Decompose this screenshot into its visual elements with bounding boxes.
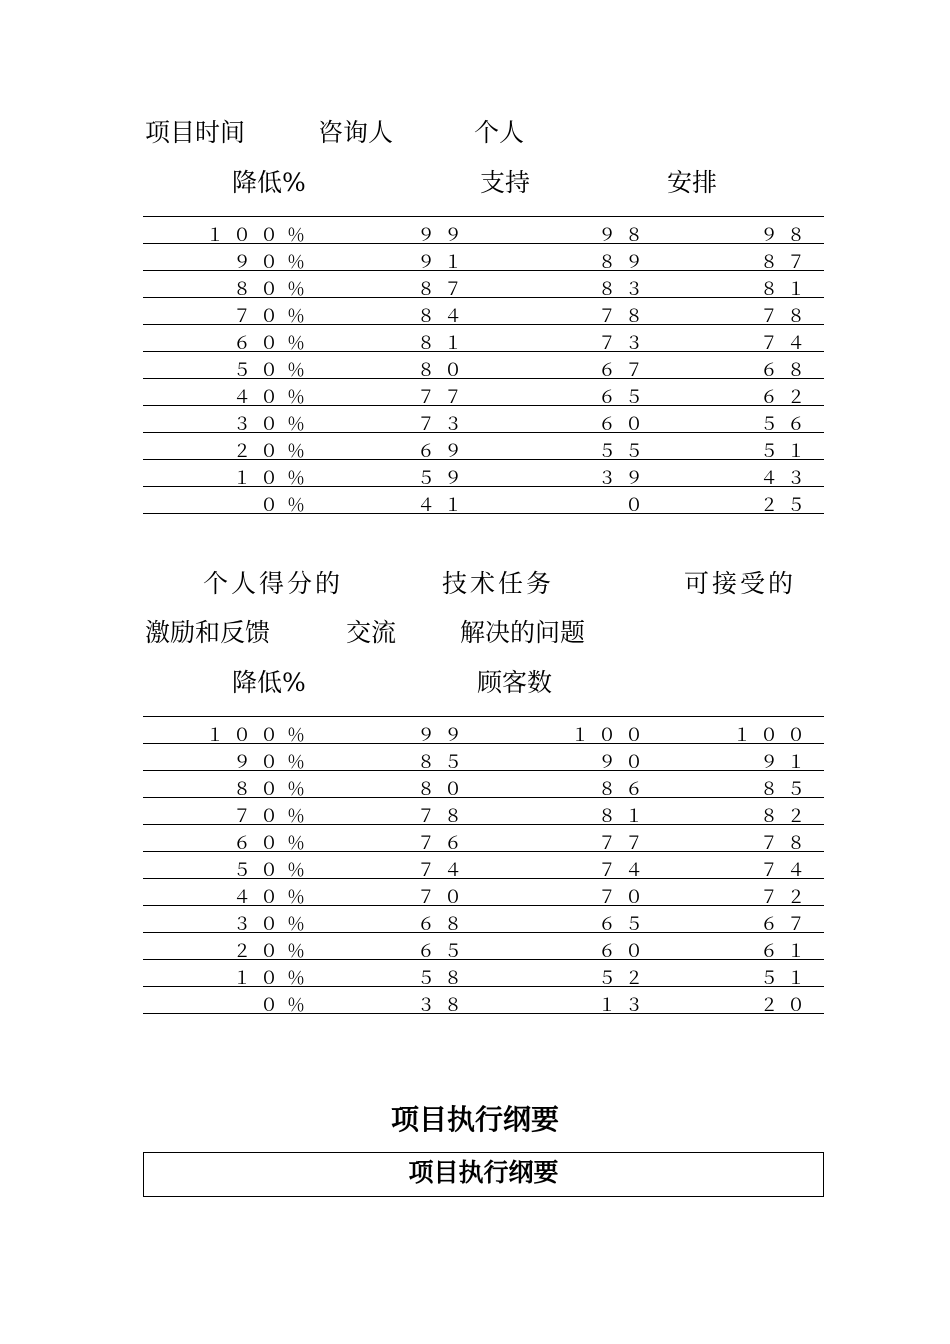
table-cell: ６７ [598,360,652,381]
table-cell: ７８ [417,806,471,827]
table-cell: ７８ [760,306,814,327]
table-cell: ０％ [260,495,314,516]
table-cell: ７０ [598,887,652,908]
table-row [143,325,824,352]
table-cell: ７４ [760,860,814,881]
t1-header-project-time: 项目时间 [145,118,246,147]
table-cell: ６０ [598,941,652,962]
t1-header-arrangement: 安排 [667,168,718,197]
table-row [143,987,824,1014]
outline-box [143,1152,824,1197]
table-cell: １００ [733,725,814,746]
table-row [143,379,824,406]
t2-header-incentive-feedback: 激励和反馈 [145,618,271,647]
table-cell: ９９ [417,725,471,746]
table-cell: ８５ [760,779,814,800]
table-cell: １００％ [206,225,314,246]
table-cell: ９０％ [233,252,314,273]
table-row [143,217,824,244]
table-cell: ２５ [760,495,814,516]
table-row [143,352,824,379]
table-cell: ９１ [760,752,814,773]
table-row [143,298,824,325]
table-cell: ７０ [417,887,471,908]
table-row [143,717,824,744]
table-row [143,460,824,487]
table-cell: ５０％ [233,860,314,881]
t2-header-communication: 交流 [346,618,397,647]
table-cell: ３８ [417,995,471,1016]
table-cell: ６５ [598,387,652,408]
table-cell: ９１ [417,252,471,273]
box-title: 项目执行纲要 [408,1158,559,1187]
table-cell: ６８ [760,360,814,381]
table-cell: ９８ [598,225,652,246]
table-cell: ０ [625,495,652,516]
table-cell: ８６ [598,779,652,800]
table-cell: ５１ [760,441,814,462]
table-row [143,744,824,771]
table-cell: ３０％ [233,414,314,435]
table-cell: ８７ [417,279,471,300]
table-cell: ６９ [417,441,471,462]
table-1 [143,216,824,514]
table-cell: ６５ [598,914,652,935]
table-cell: ８１ [598,806,652,827]
table-row [143,771,824,798]
table-cell: ９０ [598,752,652,773]
table-cell: ８９ [598,252,652,273]
table-cell: ８４ [417,306,471,327]
table-row [143,798,824,825]
table-cell: ５０％ [233,360,314,381]
table-cell: １０％ [233,468,314,489]
table-cell: ８３ [598,279,652,300]
table-row [143,244,824,271]
t2-header-customer-count: 顾客数 [477,668,553,697]
table-cell: ６７ [760,914,814,935]
table-row [143,960,824,987]
t1-header-consultant: 咨询人 [318,118,394,147]
table-row [143,406,824,433]
section-title: 项目执行纲要 [390,1103,559,1136]
table-cell: ７８ [760,833,814,854]
table-cell: ３０％ [233,914,314,935]
table-cell: ６０％ [233,833,314,854]
t2-header-reduce-pct: 降低% [232,668,306,697]
table-cell: ６５ [417,941,471,962]
table-cell: ７０％ [233,306,314,327]
table-row [143,487,824,514]
table-cell: ９８ [760,225,814,246]
table-cell: ６０％ [233,333,314,354]
table-cell: ４３ [760,468,814,489]
table-row [143,433,824,460]
t2-header-individual-score: 个人得分的 [203,569,344,598]
table-row [143,933,824,960]
table-cell: ２０％ [233,941,314,962]
table-cell: ５５ [598,441,652,462]
t2-header-technical-task: 技术任务 [442,569,555,598]
table-cell: ５９ [417,468,471,489]
t1-header-reduce-pct: 降低% [232,168,306,197]
table-cell: ７４ [598,860,652,881]
table-cell: ３９ [598,468,652,489]
table-cell: ６８ [417,914,471,935]
table-cell: ７４ [760,333,814,354]
table-cell: １００％ [206,725,314,746]
table-cell: ６０ [598,414,652,435]
table-cell: ２０ [760,995,814,1016]
table-cell: ８０％ [233,779,314,800]
table-cell: ７４ [417,860,471,881]
table-cell: ８２ [760,806,814,827]
t1-header-support: 支持 [480,168,531,197]
table-cell: ５１ [760,968,814,989]
table-cell: ７８ [598,306,652,327]
table-cell: ５２ [598,968,652,989]
table-row [143,852,824,879]
table-cell: ８５ [417,752,471,773]
table-cell: ７７ [417,387,471,408]
table-cell: ８７ [760,252,814,273]
table-cell: ８１ [760,279,814,300]
table-cell: ７３ [417,414,471,435]
table-cell: １０％ [233,968,314,989]
table-cell: ４０％ [233,887,314,908]
table-row [143,906,824,933]
table-row [143,879,824,906]
table-cell: ７３ [598,333,652,354]
table-cell: ６１ [760,941,814,962]
table-cell: １３ [598,995,652,1016]
table-cell: ８１ [417,333,471,354]
table-cell: ８０％ [233,279,314,300]
table-cell: ４０％ [233,387,314,408]
table-cell: ８０ [417,779,471,800]
t1-header-personal: 个人 [474,118,525,147]
table-cell: ５６ [760,414,814,435]
table-cell: ９９ [417,225,471,246]
table-row [143,825,824,852]
table-cell: ５８ [417,968,471,989]
table-cell: ６２ [760,387,814,408]
table-2 [143,716,824,1014]
t2-header-acceptable: 可接受的 [684,569,797,598]
table-cell: ７６ [417,833,471,854]
table-row [143,271,824,298]
table-cell: １００ [571,725,652,746]
table-cell: ７７ [598,833,652,854]
table-cell: ２０％ [233,441,314,462]
table-cell: ０％ [260,995,314,1016]
table-cell: ７２ [760,887,814,908]
table-cell: ８０ [417,360,471,381]
table-cell: ４１ [417,495,471,516]
t2-header-solved-problems: 解决的问题 [460,618,586,647]
table-cell: ７０％ [233,806,314,827]
table-cell: ９０％ [233,752,314,773]
